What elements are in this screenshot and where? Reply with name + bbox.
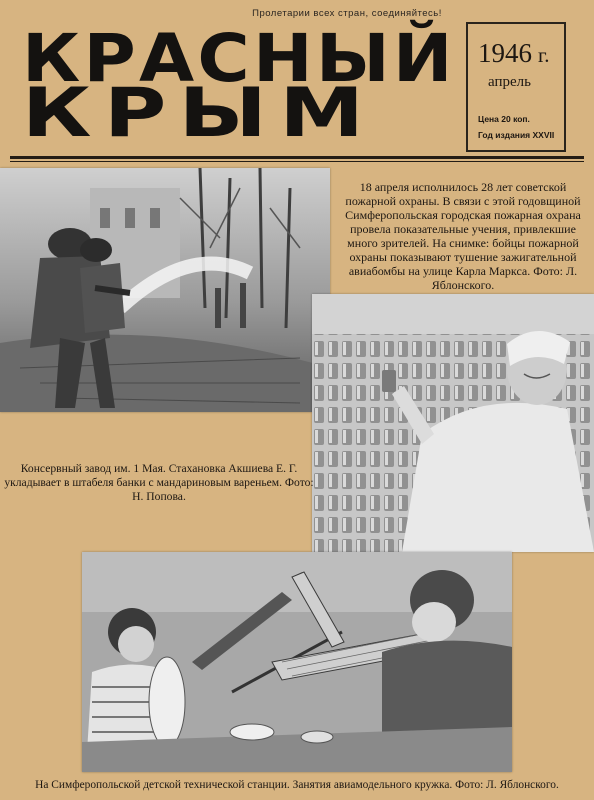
aeromodelling-caption: На Симферопольской детской технической станции. Занятия авиамодельного кружка. Фото: Л. Яблонского. <box>35 779 559 791</box>
issue-price: Цена 20 коп. <box>478 114 530 124</box>
aeromodelling-photo <box>82 552 512 772</box>
issue-month: апрель <box>488 74 531 90</box>
masthead-rule-thin <box>10 161 584 162</box>
newspaper-title-line1: КРАСНЫЙ <box>22 20 456 97</box>
issue-year <box>478 38 550 69</box>
cannery-caption: Консервный завод им. 1 Мая. Стахановка Акшиева Е. Г. укладывает в штабеля банки с мандариновым вареньем. Фото: Н. Попова. <box>4 462 314 503</box>
publication-year: Год издания XXVII <box>478 130 555 140</box>
fire-drill-caption: 18 апреля исполнилось 28 лет советской пожарной охраны. В связи с этой годовщиной Симферопольская городская пожарная охрана провела показательные учения, привлекшие много зрителей. На снимке: бойцы пожарной охраны показывают тушение зажигательной авиабомбы на улице Карла Маркса. Фото: Л. Яблонского. <box>345 180 581 292</box>
newspaper-title-line2: КРЫМ <box>22 74 377 153</box>
year-number: 1946 <box>478 38 532 68</box>
masthead-rule <box>10 156 584 159</box>
cannery-photo <box>312 294 594 552</box>
year-suffix: г. <box>538 43 550 67</box>
fire-drill-photo <box>0 168 330 412</box>
motto: Пролетарии всех стран, соединяйтесь! <box>252 8 442 19</box>
